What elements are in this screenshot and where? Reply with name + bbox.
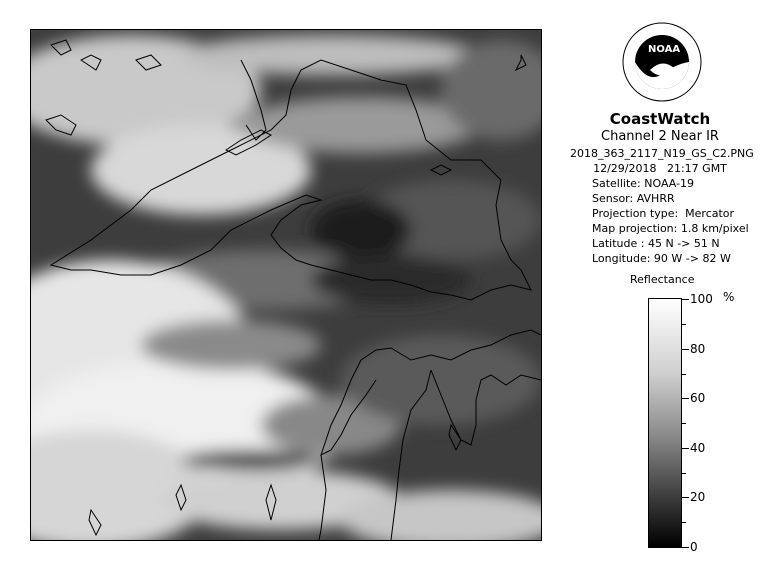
colorbar-minor-tick [682,324,686,325]
colorbar-tick-label: 0 [690,540,698,554]
longitude: Longitude: 90 W -> 82 W [592,252,731,265]
colorbar-tick [682,299,689,300]
colorbar-tick-label: 20 [690,490,706,504]
projection-type: Projection type: Mercator [592,207,735,220]
subtitle: Channel 2 Near IR [601,129,719,144]
colorbar-tick [682,448,689,449]
datetime: 12/29/2018 21:17 GMT [593,162,727,175]
sensor: Sensor: AVHRR [592,192,675,205]
colorbar [648,298,682,548]
satellite-image [30,29,542,541]
colorbar-minor-tick [682,473,686,474]
logo-text: NOAA [648,44,681,55]
title: CoastWatch [609,110,711,128]
colorbar-tick [682,497,689,498]
colorbar-tick-label: 80 [690,342,706,356]
colorbar-tick-label: 60 [690,391,706,405]
colorbar-minor-tick [682,374,686,375]
colorbar-tick-label: 100 [690,292,713,306]
colorbar-minor-tick [682,522,686,523]
latitude: Latitude : 45 N -> 51 N [592,237,720,250]
colorbar-unit: % [723,290,735,304]
colorbar-tick [682,398,689,399]
colorbar-minor-tick [682,423,686,424]
colorbar-label: Reflectance [630,273,695,286]
satellite: Satellite: NOAA-19 [592,177,695,190]
map-projection: Map projection: 1.8 km/pixel [592,222,749,235]
colorbar-tick [682,547,689,548]
colorbar-tick-label: 40 [690,441,706,455]
filename: 2018_363_2117_N19_GS_C2.PNG [570,147,754,160]
colorbar-tick [682,349,689,350]
satellite-image-svg [31,30,541,540]
noaa-logo [622,22,702,102]
